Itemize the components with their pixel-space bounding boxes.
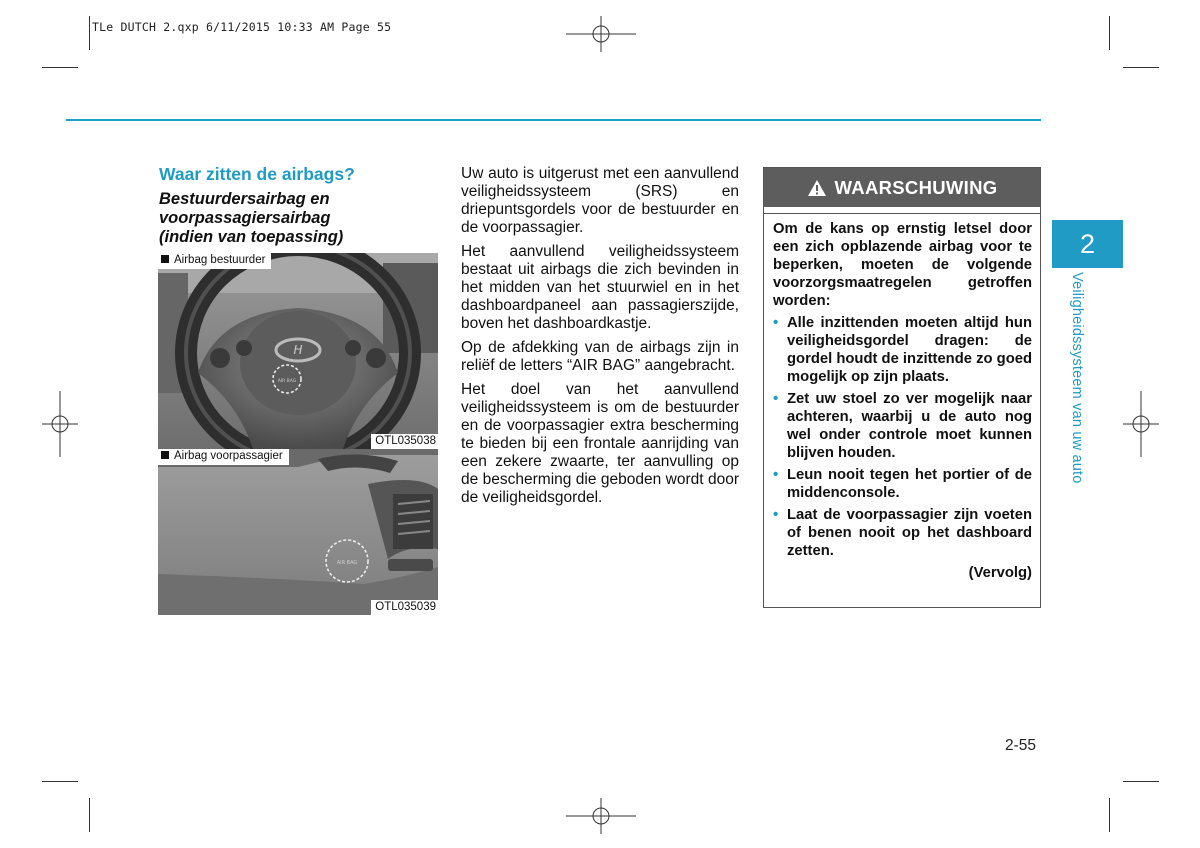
warning-box (763, 167, 1041, 608)
crop-mark (89, 16, 90, 50)
photo-label-text: Airbag voorpassagier (174, 450, 283, 462)
warning-triangle-icon (807, 179, 827, 197)
subtitle-line: voorpassagiersairbag (159, 209, 331, 227)
subtitle (159, 190, 449, 247)
chapter-title: Veiligheidssysteem van uw auto (1069, 272, 1085, 484)
warning-list (773, 314, 1032, 560)
bullet-icon: • (773, 314, 779, 331)
driver-airbag-photo (158, 253, 438, 449)
warning-item-text: Leun nooit tegen het portier of de middenconsole. (787, 467, 1032, 501)
crop-mark (1123, 67, 1159, 68)
registration-mark-right (1123, 391, 1159, 457)
registration-mark-left (42, 391, 78, 457)
crop-mark (1109, 16, 1110, 50)
body-text (461, 165, 739, 513)
crop-mark (42, 67, 78, 68)
airbag-emboss-label: AIR BAG (336, 560, 358, 566)
crop-mark (42, 781, 78, 782)
warning-item-text: Alle inzittenden moeten altijd hun veiligheidsgordel dragen: de gordel houdt de inzittende zo goed mogelijk op zijn plaats. (787, 315, 1032, 385)
warning-item-text: Zet uw stoel zo ver mogelijk naar achteren, waarbij u de auto nog wel onder controle moet kunnen blijven houden. (787, 391, 1032, 461)
photo-code: OTL035038 (371, 434, 438, 449)
body-paragraph: Uw auto is uitgerust met een aanvullend veiligheidssysteem (SRS) en driepuntsgordels voor de bestuurder en de voorpassagier. (461, 165, 739, 236)
body-paragraph: Het doel van het aanvullend veiligheidssysteem is om de bestuurder en de voorpassagier extra bescherming te bieden bij een frontale aanrijding van een zekere zwaarte, ter aanvulling op de bescherming die geboden wordt door de veiligheidsgordel. (461, 381, 739, 506)
header-rule (66, 119, 1041, 121)
registration-mark-bottom (566, 798, 636, 834)
registration-mark-top (566, 16, 636, 52)
airbag-emboss-label: AIR BAG (277, 379, 297, 384)
crop-mark (1123, 781, 1159, 782)
bullet-icon: • (773, 506, 779, 523)
warning-intro: Om de kans op ernstig letsel door een zich opblazende airbag voor te beperken, moeten de volgende voorzorgsmaatregelen getroffen worden: (773, 221, 1032, 309)
bullet-icon: • (773, 466, 779, 483)
chapter-side-title (1069, 272, 1089, 502)
chapter-tab: 2 (1052, 220, 1123, 268)
bullet-icon: • (773, 390, 779, 407)
dashboard-illustration (158, 449, 438, 615)
warning-item (773, 390, 1032, 462)
warning-item (773, 506, 1032, 560)
page-number: 2-55 (1005, 737, 1037, 754)
photo-label (158, 449, 289, 465)
warning-item-text: Laat de voorpassagier zijn voeten of benen nooit op het dashboard zetten. (787, 507, 1032, 559)
photo-label (158, 253, 271, 269)
warning-body (764, 213, 1040, 582)
continued-label: (Vervolg) (968, 565, 1032, 581)
body-paragraph: Op de afdekking van de airbags zijn in reliëf de letters “AIR BAG” aangebracht. (461, 339, 739, 374)
warning-item (773, 466, 1032, 502)
passenger-airbag-photo (158, 449, 438, 615)
warning-item (773, 314, 1032, 386)
subtitle-line: (indien van toepassing) (159, 228, 344, 246)
section-title: Waar zitten de airbags? (159, 164, 355, 184)
warning-header (764, 168, 1040, 207)
subtitle-line: Bestuurdersairbag en (159, 190, 330, 208)
print-info: TLe DUTCH 2.qxp 6/11/2015 10:33 AM Page 55 (92, 20, 392, 34)
crop-mark (89, 798, 90, 832)
warning-title: WAARSCHUWING (834, 176, 998, 198)
crop-mark (1109, 798, 1110, 832)
photo-label-text: Airbag bestuurder (174, 254, 266, 266)
steering-wheel-illustration (158, 253, 438, 449)
photo-code: OTL035039 (371, 600, 438, 615)
body-paragraph: Het aanvullend veiligheidssysteem bestaat uit airbags die zich bevinden in het midden van het stuurwiel en in het dashboardpaneel aan passagierszijde, boven het dashboardkastje. (461, 243, 739, 332)
svg-text:H: H (293, 343, 303, 357)
